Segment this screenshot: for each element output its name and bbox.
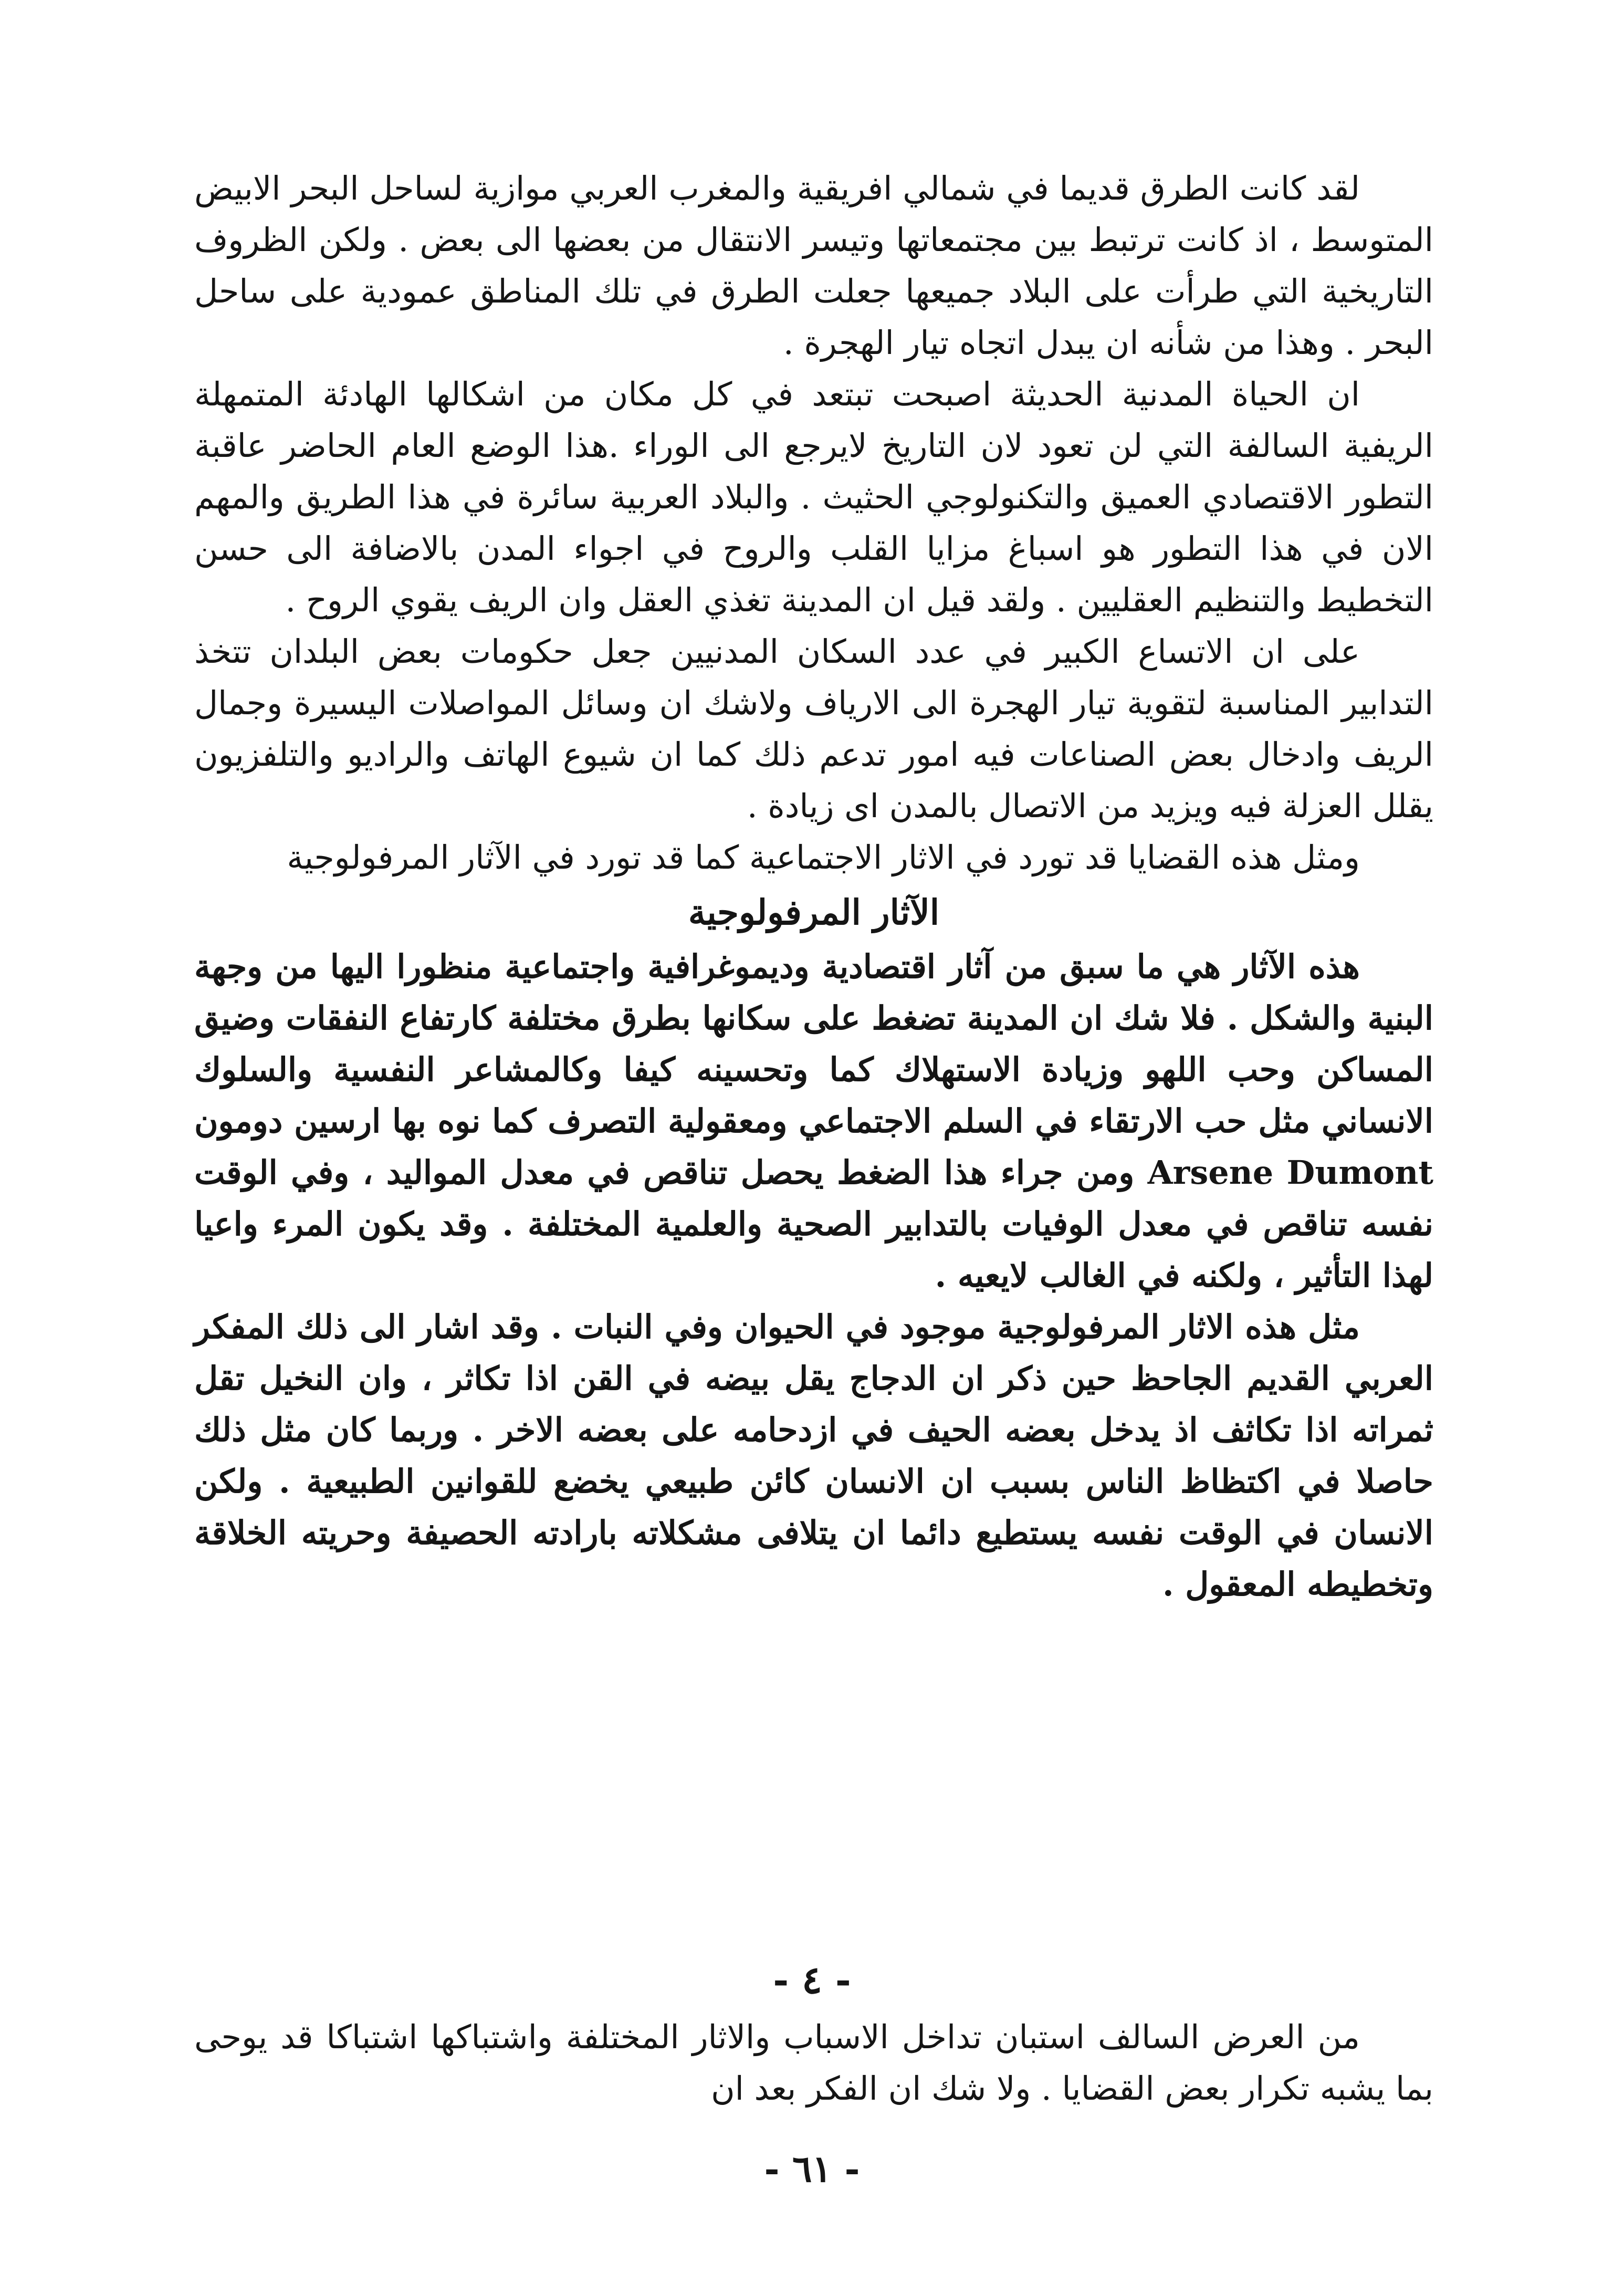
- paragraph-urban-life: ان الحياة المدنية الحديثة اصبحت تبتعد في كل مكان من اشكالها الهادئة المتمهلة الريفية السالفة التي لن تعود لان التاريخ لايرجع الى الوراء .هذا الوضع العام الحاضر عاقبة التطور الاقتصادي العميق والتكنولوجي الحثيث . والبلاد العربية سائرة في هذا الطريق والمهم الان في هذا التطور هو اسباغ مزايا القلب والروح في اجواء المدن بالاضافة الى حسن التخطيط والتنظيم العقليين . ولقد قيل ان المدينة تغذي العقل وان الريف يقوي الروح .: [194, 375, 1433, 619]
- paragraph-text-end: ومن جراء هذا الضغط يحصل تناقص في معدل المواليد ، وفي الوقت نفسه تناقص في معدل الوفيات بالتدابير الصحية والعلمية المختلفة . وقد يكون المرء واعيا لهذا التأثير ، ولكنه في الغالب لايعيه .: [194, 1153, 1433, 1295]
- paragraph-transition: ومثل هذه القضايا قد تورد في الاثار الاجتماعية كما قد تورد في الآثار المرفولوجية: [287, 838, 1360, 877]
- paragraph-animals-plants: مثل هذه الاثار المرفولوجية موجود في الحيوان وفي النبات . وقد اشار الى ذلك المفكر العربي القديم الجاحظ حين ذكر ان الدجاج يقل بيضه في القن اذا تكاثر ، وان النخيل تقل ثمراته اذا تكاثف اذ يدخل بعضه الحيف في ازدحامه على بعضه الاخر . وربما كان مثل ذلك حاصلا في اكتظاظ الناس بسبب ان الانسان كائن طبيعي يخضع للقوانين الطبيعية . ولكن الانسان في الوقت نفسه يستطيع دائما ان يتلافى مشكلاته بارادته الحصيفة وحريته الخلاقة وتخطيطه المعقول .: [194, 1308, 1433, 1603]
- paragraph-rural-migration: على ان الاتساع الكبير في عدد السكان المدنيين جعل حكومات بعض البلدان تتخذ التدابير المناسبة لتقوية تيار الهجرة الى الارياف ولاشك ان وسائل المواصلات اليسيرة وجمال الريف وادخال بعض الصناعات فيه امور تدعم ذلك كما ان شيوع الهاتف والراديو والتلفزيون يقلل العزلة فيه ويزيد من الاتصال بالمدن اى زيادة .: [194, 632, 1433, 825]
- main-text: [194, 163, 1433, 1610]
- page-number: - ٦١ -: [764, 2147, 860, 2191]
- paragraph-roads: لقد كانت الطرق قديما في شمالي افريقية والمغرب العربي موازية لساحل البحر الابيض المتوسط ، اذ كانت ترتبط بين مجتمعاتها وتيسر الانتقال من بعضها الى بعض . ولكن الظروف التاريخية التي طرأت على البلاد جميعها جعلت الطرق في تلك المناطق عمودية على ساحل البحر . وهذا من شأنه ان يبدل اتجاه تيار الهجرة .: [194, 169, 1433, 362]
- closing-text: [194, 2011, 1433, 2114]
- paragraph-morphological-effects: [194, 941, 1433, 1301]
- section-number: - ٤ -: [773, 1957, 851, 2002]
- paragraph-conclusion: من العرض السالف استبان تداخل الاسباب والاثار المختلفة واشتباكها اشتباكا قد يوحى بما يشبه تكرار بعض القضايا . ولا شك ان الفكر بعد ان: [194, 2018, 1433, 2108]
- author-latin-name: Arsene Dumont: [1147, 1153, 1434, 1192]
- paragraph-text-start: هذه الآثار هي ما سبق من آثار اقتصادية وديموغرافية واجتماعية منظورا اليها من وجهة البنية والشكل . فلا شك ان المدينة تضغط على سكانها بطرق مختلفة كارتفاع النفقات وضيق المساكن وحب اللهو وزيادة الاستهلاك كما وتحسينه كيفا وكالمشاعر النفسية والسلوك الانساني مثل حب الارتقاء في السلم الاجتماعي ومعقولية التصرف كما نوه بها ارسين دومون: [194, 947, 1433, 1140]
- section-heading: الآثار المرفولوجية: [688, 892, 940, 933]
